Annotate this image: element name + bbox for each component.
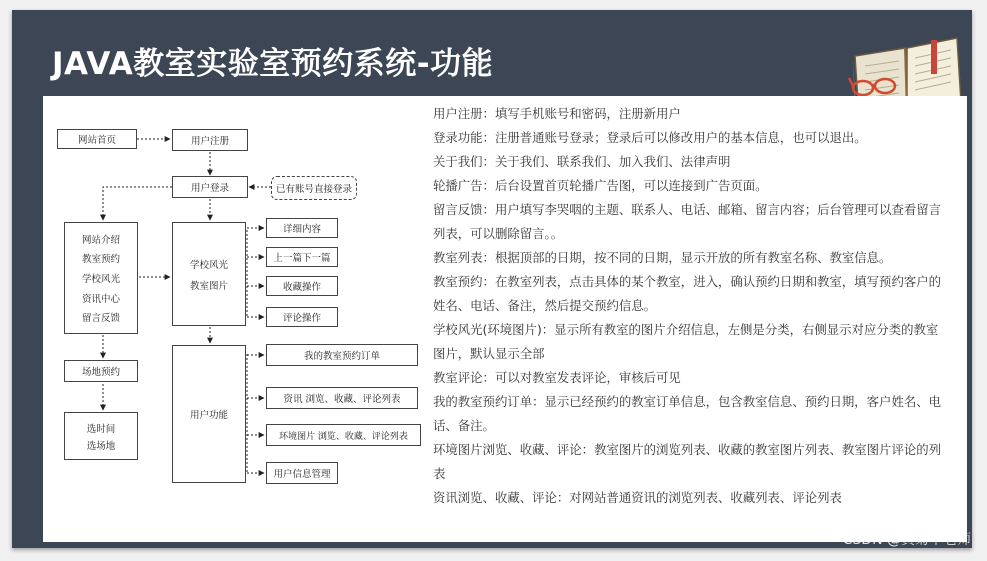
feature-descriptions	[433, 102, 948, 510]
watermark: CSDN @黄菊华老师	[842, 532, 971, 548]
scenery-label: 学校风光	[189, 259, 228, 271]
flow-node-existing-account: 已有账号直接登录	[271, 176, 357, 200]
flow-node-register: 用户注册	[172, 129, 248, 151]
select-time-label: 选时间	[86, 423, 116, 435]
feature-line: 登录功能：注册普通账号登录；登录后可以修改用户的基本信息，也可以退出。	[433, 130, 867, 145]
flow-node-user-info: 用户信息管理	[266, 462, 338, 484]
feature-line: 教室列表：根据顶部的日期，按不同的日期，显示开放的所有教室名称、教室信息。	[433, 250, 892, 265]
feature-line: 学校风光(环境图片)：显示所有教室的图片介绍信息，左侧是分类，右侧显示对应分类的教室图片，默认显示全部	[433, 322, 939, 361]
flow-node-left-menu	[64, 222, 138, 334]
flow-node-scenery	[172, 222, 246, 326]
feature-line: 环境图片浏览、收藏、评论：教室图片的浏览列表、收藏的教室图片列表、教室图片评论的列表	[433, 442, 942, 481]
feature-line: 教室评论：可以对教室发表评论，审核后可见	[433, 370, 681, 385]
flow-node-env-images: 环境图片 浏览、收藏、评论列表	[266, 424, 421, 446]
flow-node-detail: 详细内容	[266, 218, 338, 238]
flow-node-user-functions: 用户功能	[172, 345, 246, 483]
flow-node-prevnext: 上一篇下一篇	[266, 247, 338, 267]
left-menu-item: 网站介绍	[81, 234, 120, 246]
left-menu-item: 留言反馈	[81, 313, 120, 325]
feature-line: 轮播广告：后台设置首页轮播广告图，可以连接到广告页面。	[433, 178, 768, 193]
slide-frame	[12, 10, 972, 548]
feature-line: 用户注册：填写手机账号和密码，注册新用户	[433, 106, 681, 121]
slide-title: JAVA教室实验室预约系统-功能	[52, 46, 494, 82]
flow-node-login: 用户登录	[172, 176, 248, 198]
scenery-label: 教室图片	[189, 280, 228, 292]
flow-node-comment: 评论操作	[266, 307, 338, 327]
flow-node-favorite: 收藏操作	[266, 276, 338, 296]
feature-line: 资讯浏览、收藏、评论：对网站普通资讯的浏览列表、收藏列表、评论列表	[433, 490, 842, 505]
flow-node-home: 网站首页	[57, 129, 137, 149]
feature-line: 关于我们：关于我们、联系我们、加入我们、法律声明	[433, 154, 731, 169]
left-menu-item: 资讯中心	[81, 293, 120, 305]
flow-node-select	[64, 412, 138, 460]
feature-line: 留言反馈：用户填写李哭咽的主题、联系人、电话、邮箱、留言内容；后台管理可以查看留言列表，可以删除留言。。	[433, 202, 942, 241]
flow-node-my-orders: 我的教室预约订单	[266, 344, 418, 366]
arrow-login-leftmenu	[103, 187, 172, 220]
flowchart	[43, 96, 433, 542]
left-menu-item: 学校风光	[81, 273, 120, 285]
select-venue-label: 选场地	[86, 440, 116, 452]
left-menu-item: 教室预约	[81, 254, 120, 266]
feature-line: 我的教室预约订单：显示已经预约的教室订单信息，包含教室信息、预约日期，客户姓名、电话、备注。	[433, 394, 942, 433]
content-panel	[43, 96, 967, 542]
flow-node-venue-booking: 场地预约	[64, 360, 138, 382]
flow-node-news-list: 资讯 浏览、收藏、评论列表	[266, 387, 418, 409]
feature-line: 教室预约：在教室列表，点击具体的某个教室，进入，确认预约日期和教室，填写预约客户的姓名、电话、备注，然后提交预约信息。	[433, 274, 942, 313]
